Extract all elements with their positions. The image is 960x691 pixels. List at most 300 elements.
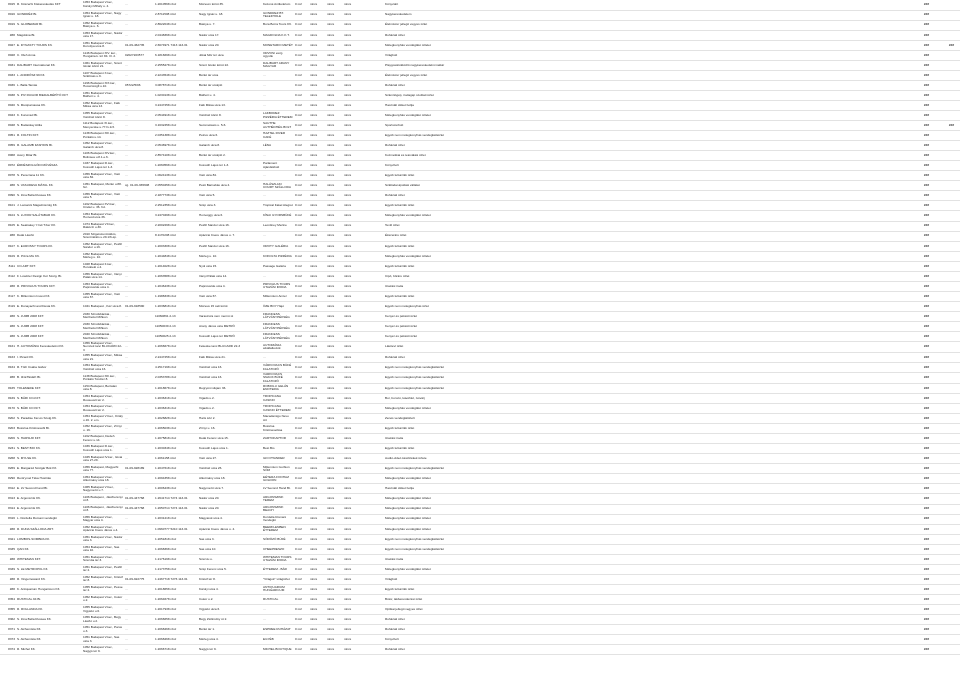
blank-cell[interactable] — [510, 414, 538, 424]
shop-location-cell[interactable]: Váci utca 27. — [198, 454, 262, 464]
blank-cell[interactable] — [882, 141, 910, 151]
blank-cell[interactable] — [360, 311, 384, 321]
activity-cell[interactable]: Egyéb nem mélegkonyhás vendéglátóüzlet — [384, 544, 510, 554]
shop-name-cell[interactable]: VÁRKOVACS SNACK BÜFÉ FALATOZÓ — [262, 373, 294, 384]
row-id-cell[interactable]: 8206 — [0, 434, 16, 444]
blank-cell[interactable] — [360, 291, 384, 301]
marker-1-cell[interactable]: ### — [910, 20, 943, 30]
blank-cell[interactable] — [594, 211, 622, 221]
shop-name-cell[interactable]: LÉNA — [262, 141, 294, 151]
flag-1-cell[interactable]: nincs — [309, 645, 326, 655]
shop-location-cell[interactable]: Magyarok utca 4. — [198, 514, 262, 524]
blank-cell[interactable] — [706, 121, 744, 131]
flag-3-cell[interactable]: nincs — [343, 161, 360, 171]
blank-cell[interactable] — [360, 281, 384, 291]
registration-number-cell[interactable]: ... — [124, 645, 154, 655]
row-id-cell[interactable]: 8051 — [0, 131, 16, 141]
shop-name-cell[interactable]: ... — [262, 90, 294, 100]
blank-cell[interactable] — [706, 100, 744, 110]
floor-area-cell[interactable]: 0 m2 — [294, 363, 309, 373]
blank-cell[interactable] — [706, 141, 744, 151]
blank-cell[interactable] — [778, 121, 820, 131]
shop-name-cell[interactable]: TROPICANA CASINO ÉTTEREM — [262, 404, 294, 414]
shop-location-cell[interactable]: Nádor utca 20. — [198, 504, 262, 514]
floor-area-cell[interactable]: 0 m2 — [294, 141, 309, 151]
blank-cell[interactable] — [538, 464, 594, 474]
activity-cell[interactable]: Audió-videó készülékek üzlete — [384, 454, 510, 464]
shop-name-cell[interactable]: KOKOLTA PIZZÉRIA — [262, 251, 294, 261]
blank-cell[interactable] — [360, 635, 384, 645]
flag-3-cell[interactable]: nincs — [343, 311, 360, 321]
activity-cell[interactable]: Ruházati üzlet — [384, 615, 510, 625]
shop-name-cell[interactable]: LV Second Hand Bt. — [262, 484, 294, 494]
blank-cell[interactable] — [622, 80, 678, 90]
flag-2-cell[interactable]: nincs — [326, 605, 343, 615]
marker-1-cell[interactable]: ### — [910, 635, 943, 645]
blank-cell[interactable] — [622, 373, 678, 384]
marker-1-cell[interactable]: ### — [910, 30, 943, 40]
company-name-cell[interactable]: S. Irina Bella Russea Kft. — [16, 615, 82, 625]
blank-cell[interactable] — [678, 514, 706, 524]
activity-cell[interactable]: Ruházati üzlet — [384, 80, 510, 90]
blank-cell[interactable] — [594, 474, 622, 484]
registration-number-cell[interactable]: ... — [124, 90, 154, 100]
row-id-cell[interactable]: 8202 — [0, 414, 16, 424]
floor-area-cell[interactable]: 0 m2 — [294, 332, 309, 342]
blank-cell[interactable] — [744, 474, 778, 484]
marker-2-cell[interactable] — [943, 615, 960, 625]
shop-location-cell[interactable]: Vámház utca 16. — [198, 373, 262, 384]
blank-cell[interactable] — [538, 394, 594, 404]
flag-2-cell[interactable]: nincs — [326, 161, 343, 171]
registration-number-cell[interactable]: ... — [124, 0, 154, 10]
company-name-cell[interactable]: R. Kőszerbi Kiskereskedés KFT — [16, 0, 82, 10]
company-name-cell[interactable]: Avery Mitar Bt. — [16, 151, 82, 161]
shop-location-cell[interactable]: Apáczai Csere János u. 7. — [198, 231, 262, 241]
registration-number-cell[interactable]: 01-09-928189 — [124, 464, 154, 474]
blank-cell[interactable] — [538, 111, 594, 121]
blank-cell[interactable] — [538, 615, 594, 625]
flag-2-cell[interactable]: nincs — [326, 524, 343, 534]
blank-cell[interactable] — [778, 444, 820, 454]
blank-cell[interactable] — [744, 605, 778, 615]
blank-cell[interactable] — [678, 534, 706, 544]
blank-cell[interactable] — [820, 181, 882, 191]
floor-area-cell[interactable]: 0 m2 — [294, 10, 309, 20]
company-name-cell[interactable]: Magdolna Bt. — [16, 30, 82, 40]
blank-cell[interactable] — [622, 251, 678, 261]
blank-cell[interactable] — [594, 605, 622, 615]
blank-cell[interactable] — [778, 251, 820, 261]
company-address-cell[interactable]: 1054 Budapest VI.ker., Király u.16. 2. em. — [82, 414, 124, 424]
flag-1-cell[interactable]: nincs — [309, 574, 326, 584]
blank-cell[interactable] — [778, 494, 820, 504]
marker-2-cell[interactable] — [943, 544, 960, 554]
shop-name-cell[interactable]: MONETARIO METÉT — [262, 40, 294, 50]
permit-code-cell[interactable]: 1.2063588 rősz — [154, 271, 198, 281]
blank-cell[interactable] — [510, 322, 538, 332]
blank-cell[interactable] — [820, 645, 882, 655]
floor-area-cell[interactable]: 0 m2 — [294, 161, 309, 171]
row-id-cell[interactable]: 8165 — [0, 383, 16, 393]
permit-code-cell[interactable]: 11060891 2-13 — [154, 311, 198, 321]
blank-cell[interactable] — [678, 524, 706, 534]
floor-area-cell[interactable]: 0 m2 — [294, 171, 309, 181]
blank-cell[interactable] — [820, 221, 882, 231]
shop-name-cell[interactable]: ARGONSZINK TEREM — [262, 494, 294, 504]
blank-cell[interactable] — [510, 363, 538, 373]
blank-cell[interactable] — [594, 161, 622, 171]
blank-cell[interactable] — [744, 271, 778, 281]
floor-area-cell[interactable]: 0 m2 — [294, 251, 309, 261]
activity-cell[interactable]: Mélegkonyhás vendéglátó üzlelet — [384, 524, 510, 534]
flag-3-cell[interactable]: nincs — [343, 40, 360, 50]
shop-location-cell[interactable]: Váci utca 67. — [198, 291, 262, 301]
blank-cell[interactable] — [778, 554, 820, 564]
blank-cell[interactable] — [882, 50, 910, 60]
blank-cell[interactable] — [538, 221, 594, 231]
row-id-cell[interactable]: ### — [0, 574, 16, 584]
row-id-cell[interactable]: 8321 — [0, 534, 16, 544]
blank-cell[interactable] — [882, 191, 910, 201]
blank-cell[interactable] — [820, 424, 882, 434]
floor-area-cell[interactable]: 0 m2 — [294, 291, 309, 301]
blank-cell[interactable] — [622, 100, 678, 110]
blank-cell[interactable] — [360, 251, 384, 261]
blank-cell[interactable] — [882, 70, 910, 80]
row-id-cell[interactable]: 8016 — [0, 10, 16, 20]
marker-1-cell[interactable]: ### — [910, 605, 943, 615]
marker-1-cell[interactable]: ### — [910, 70, 943, 80]
blank-cell[interactable] — [538, 291, 594, 301]
blank-cell[interactable] — [360, 10, 384, 20]
blank-cell[interactable] — [744, 301, 778, 311]
blank-cell[interactable] — [778, 635, 820, 645]
blank-cell[interactable] — [744, 211, 778, 221]
activity-cell[interactable]: Szállodai ápoltási vállalat — [384, 181, 510, 191]
blank-cell[interactable] — [594, 424, 622, 434]
blank-cell[interactable] — [360, 30, 384, 40]
flag-3-cell[interactable]: nincs — [343, 394, 360, 404]
row-id-cell[interactable]: 8105 — [0, 221, 16, 231]
marker-2-cell[interactable] — [943, 80, 960, 90]
company-name-cell[interactable]: WHITEMAN KFT. — [16, 554, 82, 564]
registration-number-cell[interactable]: ... — [124, 342, 154, 353]
company-name-cell[interactable]: S. BÁRI CO KFT. — [16, 404, 82, 414]
company-address-cell[interactable]: 1055 Budapest V.ker., Pesse tér 2. — [82, 584, 124, 594]
company-name-cell[interactable]: E. Seatrakey Y.Ind.T.Ker Kft. — [16, 221, 82, 231]
blank-cell[interactable] — [706, 635, 744, 645]
row-id-cell[interactable]: 8203 — [0, 424, 16, 434]
blank-cell[interactable] — [510, 434, 538, 444]
shop-name-cell[interactable]: FRANCESS LÁTVÁNYPÉKSÉG — [262, 311, 294, 321]
blank-cell[interactable] — [360, 484, 384, 494]
company-address-cell[interactable]: 1054 Budapest V.ker., Roosevelt tér 2. — [82, 394, 124, 404]
permit-code-cell[interactable]: 6.1816698 rősz — [154, 50, 198, 60]
blank-cell[interactable] — [594, 554, 622, 564]
flag-2-cell[interactable]: nincs — [326, 50, 343, 60]
marker-1-cell[interactable]: ### — [910, 554, 943, 564]
marker-2-cell[interactable] — [943, 373, 960, 384]
blank-cell[interactable] — [622, 10, 678, 20]
blank-cell[interactable] — [882, 484, 910, 494]
marker-2-cell[interactable] — [943, 514, 960, 524]
registration-number-cell[interactable]: ... — [124, 231, 154, 241]
company-address-cell[interactable]: 1052 Budapest V.ker., Bástya u. 6. — [82, 20, 124, 30]
blank-cell[interactable] — [744, 191, 778, 201]
floor-area-cell[interactable]: 0 m2 — [294, 534, 309, 544]
company-address-cell[interactable]: 1052 Budapest V.ker., Falk Miksa utca 13. — [82, 100, 124, 110]
activity-cell[interactable]: Egyéb tulturcikk üzlet — [384, 261, 510, 271]
shop-name-cell[interactable]: Bora Borra Tours Kft. — [262, 20, 294, 30]
blank-cell[interactable] — [510, 70, 538, 80]
flag-3-cell[interactable]: nincs — [343, 221, 360, 231]
blank-cell[interactable] — [678, 281, 706, 291]
blank-cell[interactable] — [744, 404, 778, 414]
floor-area-cell[interactable]: 0 m2 — [294, 625, 309, 635]
blank-cell[interactable] — [510, 151, 538, 161]
blank-cell[interactable] — [706, 352, 744, 362]
flag-1-cell[interactable]: nincs — [309, 141, 326, 151]
blank-cell[interactable] — [510, 514, 538, 524]
blank-cell[interactable] — [744, 151, 778, 161]
blank-cell[interactable] — [678, 434, 706, 444]
flag-1-cell[interactable]: nincs — [309, 181, 326, 191]
blank-cell[interactable] — [594, 131, 622, 141]
shop-location-cell[interactable]: Vámház körút 8. — [198, 111, 262, 121]
permit-code-cell[interactable]: 1.2003308 rősz — [154, 241, 198, 251]
blank-cell[interactable] — [360, 131, 384, 141]
blank-cell[interactable] — [744, 70, 778, 80]
shop-name-cell[interactable]: ROBIOLU GELÁN ENOTERIA — [262, 383, 294, 393]
company-name-cell[interactable]: R. Pizza Mix Kft. — [16, 251, 82, 261]
blank-cell[interactable] — [744, 30, 778, 40]
shop-location-cell[interactable]: Nyúl utca 15. — [198, 261, 262, 271]
flag-2-cell[interactable]: nincs — [326, 474, 343, 484]
flag-3-cell[interactable]: nincs — [343, 60, 360, 70]
permit-code-cell[interactable]: 3.0878718 rősz — [154, 80, 198, 90]
blank-cell[interactable] — [706, 221, 744, 231]
blank-cell[interactable] — [820, 100, 882, 110]
blank-cell[interactable] — [882, 30, 910, 40]
shop-location-cell[interactable]: Vámház utca 26. — [198, 464, 262, 474]
row-id-cell[interactable]: ### — [0, 322, 16, 332]
flag-3-cell[interactable]: nincs — [343, 564, 360, 574]
registration-number-cell[interactable]: ... — [124, 373, 154, 384]
blank-cell[interactable] — [744, 564, 778, 574]
blank-cell[interactable] — [820, 605, 882, 615]
blank-cell[interactable] — [622, 424, 678, 434]
blank-cell[interactable] — [594, 30, 622, 40]
blank-cell[interactable] — [706, 271, 744, 281]
marker-1-cell[interactable]: ### — [910, 363, 943, 373]
blank-cell[interactable] — [820, 322, 882, 332]
marker-2-cell[interactable] — [943, 30, 960, 40]
floor-area-cell[interactable]: 0 m2 — [294, 231, 309, 241]
blank-cell[interactable] — [678, 30, 706, 40]
marker-1-cell[interactable]: ### — [910, 60, 943, 70]
blank-cell[interactable] — [778, 161, 820, 171]
flag-3-cell[interactable]: nincs — [343, 464, 360, 474]
blank-cell[interactable] — [594, 504, 622, 514]
shop-name-cell[interactable]: ÖZE BOY Hajó — [262, 301, 294, 311]
company-name-cell[interactable]: CO-ART KFT. — [16, 261, 82, 271]
blank-cell[interactable] — [594, 594, 622, 604]
blank-cell[interactable] — [778, 231, 820, 241]
blank-cell[interactable] — [744, 251, 778, 261]
blank-cell[interactable] — [744, 414, 778, 424]
flag-1-cell[interactable]: nincs — [309, 131, 326, 141]
registration-number-cell[interactable]: ... — [124, 171, 154, 181]
company-address-cell[interactable]: 1054 Budapest V.ker., Honvéd utca 36. — [82, 211, 124, 221]
blank-cell[interactable] — [360, 625, 384, 635]
company-name-cell[interactable]: R. GALAMB FASHION Bt. — [16, 141, 82, 151]
blank-cell[interactable] — [622, 221, 678, 231]
activity-cell[interactable]: Bor, borozó, kávéház, ivóvárj — [384, 394, 510, 404]
shop-name-cell[interactable]: ORVOSI eszg. ügynök — [262, 50, 294, 60]
blank-cell[interactable] — [778, 504, 820, 514]
blank-cell[interactable] — [778, 60, 820, 70]
company-name-cell[interactable]: RUSTICAL 94 Bt. — [16, 594, 82, 604]
registration-number-cell[interactable]: ... — [124, 424, 154, 434]
blank-cell[interactable] — [510, 645, 538, 655]
registration-number-cell[interactable]: ... — [124, 30, 154, 40]
blank-cell[interactable] — [360, 50, 384, 60]
flag-2-cell[interactable]: nincs — [326, 70, 343, 80]
blank-cell[interactable] — [778, 311, 820, 321]
floor-area-cell[interactable]: 0 m2 — [294, 615, 309, 625]
activity-cell[interactable]: Sportszerbolt — [384, 121, 510, 131]
blank-cell[interactable] — [538, 0, 594, 10]
flag-2-cell[interactable]: nincs — [326, 332, 343, 342]
floor-area-cell[interactable]: 0 m2 — [294, 635, 309, 645]
registration-number-cell[interactable]: ... — [124, 131, 154, 141]
flag-1-cell[interactable]: nincs — [309, 373, 326, 384]
blank-cell[interactable] — [538, 10, 594, 20]
blank-cell[interactable] — [820, 40, 882, 50]
blank-cell[interactable] — [820, 90, 882, 100]
shop-location-cell[interactable]: Regryéni sikjam 36. — [198, 383, 262, 393]
marker-2-cell[interactable] — [943, 635, 960, 645]
blank-cell[interactable] — [538, 171, 594, 181]
blank-cell[interactable] — [744, 241, 778, 251]
blank-cell[interactable] — [510, 181, 538, 191]
company-name-cell[interactable]: S. LE METROPOL Kft. — [16, 564, 82, 574]
blank-cell[interactable] — [622, 201, 678, 211]
blank-cell[interactable] — [360, 383, 384, 393]
blank-cell[interactable] — [510, 211, 538, 221]
row-id-cell[interactable]: 8048 — [0, 121, 16, 131]
shop-location-cell[interactable]: Nagymező utca 7. — [198, 484, 262, 494]
marker-1-cell[interactable]: ### — [910, 131, 943, 141]
blank-cell[interactable] — [594, 271, 622, 281]
permit-code-cell[interactable]: 1.0230138 rősz — [154, 90, 198, 100]
shop-location-cell[interactable]: Mérleg u. 10. — [198, 251, 262, 261]
company-name-cell[interactable]: E. Argonsznk Kft. — [16, 504, 82, 514]
registration-number-cell[interactable]: ... — [124, 454, 154, 464]
blank-cell[interactable] — [706, 342, 744, 353]
blank-cell[interactable] — [510, 201, 538, 211]
blank-cell[interactable] — [882, 544, 910, 554]
blank-cell[interactable] — [510, 131, 538, 141]
flag-2-cell[interactable]: nincs — [326, 534, 343, 544]
flag-2-cell[interactable]: nincs — [326, 231, 343, 241]
registration-number-cell[interactable]: ... — [124, 60, 154, 70]
company-address-cell[interactable]: 1052 Budapest V.ker., Galamb utca 8. — [82, 141, 124, 151]
blank-cell[interactable] — [706, 584, 744, 594]
blank-cell[interactable] — [510, 615, 538, 625]
blank-cell[interactable] — [820, 141, 882, 151]
company-address-cell[interactable]: 1055 Budapest V.ker., Váci utca 67. — [82, 291, 124, 301]
floor-area-cell[interactable]: 0 m2 — [294, 111, 309, 121]
shop-location-cell[interactable]: Szép utca 3. — [198, 201, 262, 211]
company-address-cell[interactable]: 1051 Budapest V.ker., Paros u.3. — [82, 625, 124, 635]
blank-cell[interactable] — [882, 201, 910, 211]
blank-cell[interactable] — [360, 60, 384, 70]
company-name-cell[interactable]: S. GLOBEMAR Bt. — [16, 20, 82, 30]
blank-cell[interactable] — [510, 494, 538, 504]
flag-2-cell[interactable]: nincs — [326, 131, 343, 141]
floor-area-cell[interactable]: 0 m2 — [294, 311, 309, 321]
blank-cell[interactable] — [510, 544, 538, 554]
flag-3-cell[interactable]: nincs — [343, 404, 360, 414]
flag-3-cell[interactable]: nincs — [343, 383, 360, 393]
blank-cell[interactable] — [678, 394, 706, 404]
blank-cell[interactable] — [706, 40, 744, 50]
blank-cell[interactable] — [594, 394, 622, 404]
blank-cell[interactable] — [820, 524, 882, 534]
activity-cell[interactable]: Zenés vendéglátóbolt — [384, 414, 510, 424]
blank-cell[interactable] — [678, 121, 706, 131]
shop-location-cell[interactable]: Kossuth Lajos tér METRÓ — [198, 332, 262, 342]
marker-1-cell[interactable]: ### — [910, 564, 943, 574]
blank-cell[interactable] — [678, 494, 706, 504]
blank-cell[interactable] — [820, 635, 882, 645]
blank-cell[interactable] — [538, 544, 594, 554]
row-id-cell[interactable]: 8313 — [0, 494, 16, 504]
blank-cell[interactable] — [538, 474, 594, 484]
flag-1-cell[interactable]: nincs — [309, 281, 326, 291]
blank-cell[interactable] — [678, 584, 706, 594]
flag-3-cell[interactable]: nincs — [343, 484, 360, 494]
floor-area-cell[interactable]: 0 m2 — [294, 40, 309, 50]
registration-number-cell[interactable]: cg. 01-09-365608 — [124, 181, 154, 191]
flag-2-cell[interactable]: nincs — [326, 20, 343, 30]
flag-1-cell[interactable]: nincs — [309, 301, 326, 311]
company-name-cell[interactable]: S. PIV RUGOR BIEDALBÉPÍTŐ KFT — [16, 90, 82, 100]
activity-cell[interactable]: Ruházati üzlet — [384, 30, 510, 40]
blank-cell[interactable] — [622, 70, 678, 80]
marker-1-cell[interactable]: ### — [910, 594, 943, 604]
flag-1-cell[interactable]: nincs — [309, 40, 326, 50]
blank-cell[interactable] — [594, 544, 622, 554]
flag-2-cell[interactable]: nincs — [326, 171, 343, 181]
blank-cell[interactable] — [678, 20, 706, 30]
blank-cell[interactable] — [778, 645, 820, 655]
registration-number-cell[interactable]: ... — [124, 404, 154, 414]
blank-cell[interactable] — [594, 241, 622, 251]
company-name-cell[interactable]: K. EUROSSY TOURS Kft. — [16, 241, 82, 251]
blank-cell[interactable] — [778, 40, 820, 50]
company-name-cell[interactable]: E. Argonsznk Kft. — [16, 494, 82, 504]
blank-cell[interactable] — [538, 363, 594, 373]
blank-cell[interactable] — [744, 332, 778, 342]
blank-cell[interactable] — [882, 301, 910, 311]
blank-cell[interactable] — [882, 271, 910, 281]
permit-code-cell[interactable]: 1.2031218 rősz — [154, 514, 198, 524]
activity-cell[interactable]: Cipő, bőráru üzlet — [384, 271, 510, 281]
permit-code-cell[interactable]: 8.1170208 rősz — [154, 231, 198, 241]
